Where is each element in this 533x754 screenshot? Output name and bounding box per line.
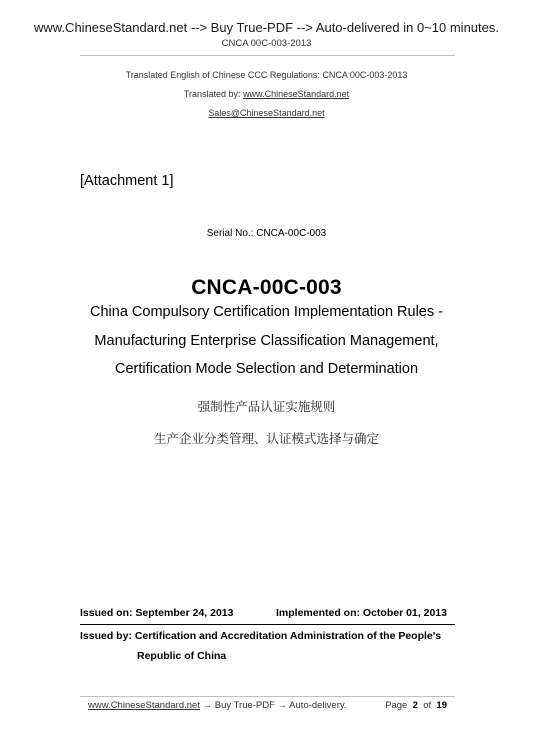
footer-link[interactable]: www.ChineseStandard.net <box>88 700 200 711</box>
issue-divider <box>80 624 455 625</box>
footer-divider <box>80 696 455 697</box>
issued-by-line-2: Republic of China <box>137 650 227 662</box>
translated-by-label: Translated by: <box>183 89 244 99</box>
page-label: Page <box>385 700 408 711</box>
sales-row <box>0 108 533 118</box>
title-line-3: Certification Mode Selection and Determination <box>114 361 419 377</box>
page-total: 19 <box>436 700 447 711</box>
issued-on: Issued on: September 24, 2013 <box>80 607 234 619</box>
page-current: 2 <box>412 700 418 711</box>
sales-email-link[interactable]: Sales@ChineseStandard.net <box>208 108 325 118</box>
translated-by-link[interactable]: www.ChineseStandard.net <box>243 89 350 99</box>
document-number: CNCA-00C-003 <box>191 276 342 299</box>
attachment-label: [Attachment 1] <box>80 173 174 189</box>
serial-number: Serial No.: CNCA-00C-003 <box>206 228 327 239</box>
chinese-title-line-1: 强制性产品认证实施规则 <box>197 399 336 414</box>
doc-code: CNCA 00C-003-2013 <box>221 38 312 49</box>
translated-by-row <box>0 89 533 99</box>
page-indicator <box>385 700 447 711</box>
banner-site-text: www.ChineseStandard.net <box>34 20 188 35</box>
title-line-2: Manufacturing Enterprise Classification Management, <box>94 333 439 349</box>
top-banner <box>0 20 533 35</box>
banner-rest-text: --> Buy True-PDF --> Auto-delivered in 0~10 minutes. <box>187 20 499 35</box>
implemented-on: Implemented on: October 01, 2013 <box>276 607 447 619</box>
chinese-title-line-2: 生产企业分类管理、认证模式选择与确定 <box>153 431 379 446</box>
issued-by-line-1: Issued by: Certification and Accreditation Administration of the People's <box>80 630 442 642</box>
title-line-1: China Compulsory Certification Implementation Rules - <box>90 304 443 320</box>
footer-text: → Buy True-PDF → Auto-delivery. <box>199 700 347 711</box>
translated-line: Translated English of Chinese CCC Regulations: CNCA 00C-003-2013 <box>125 70 408 80</box>
page-of: of <box>423 700 432 711</box>
header-divider <box>80 55 455 56</box>
footer <box>88 700 455 711</box>
